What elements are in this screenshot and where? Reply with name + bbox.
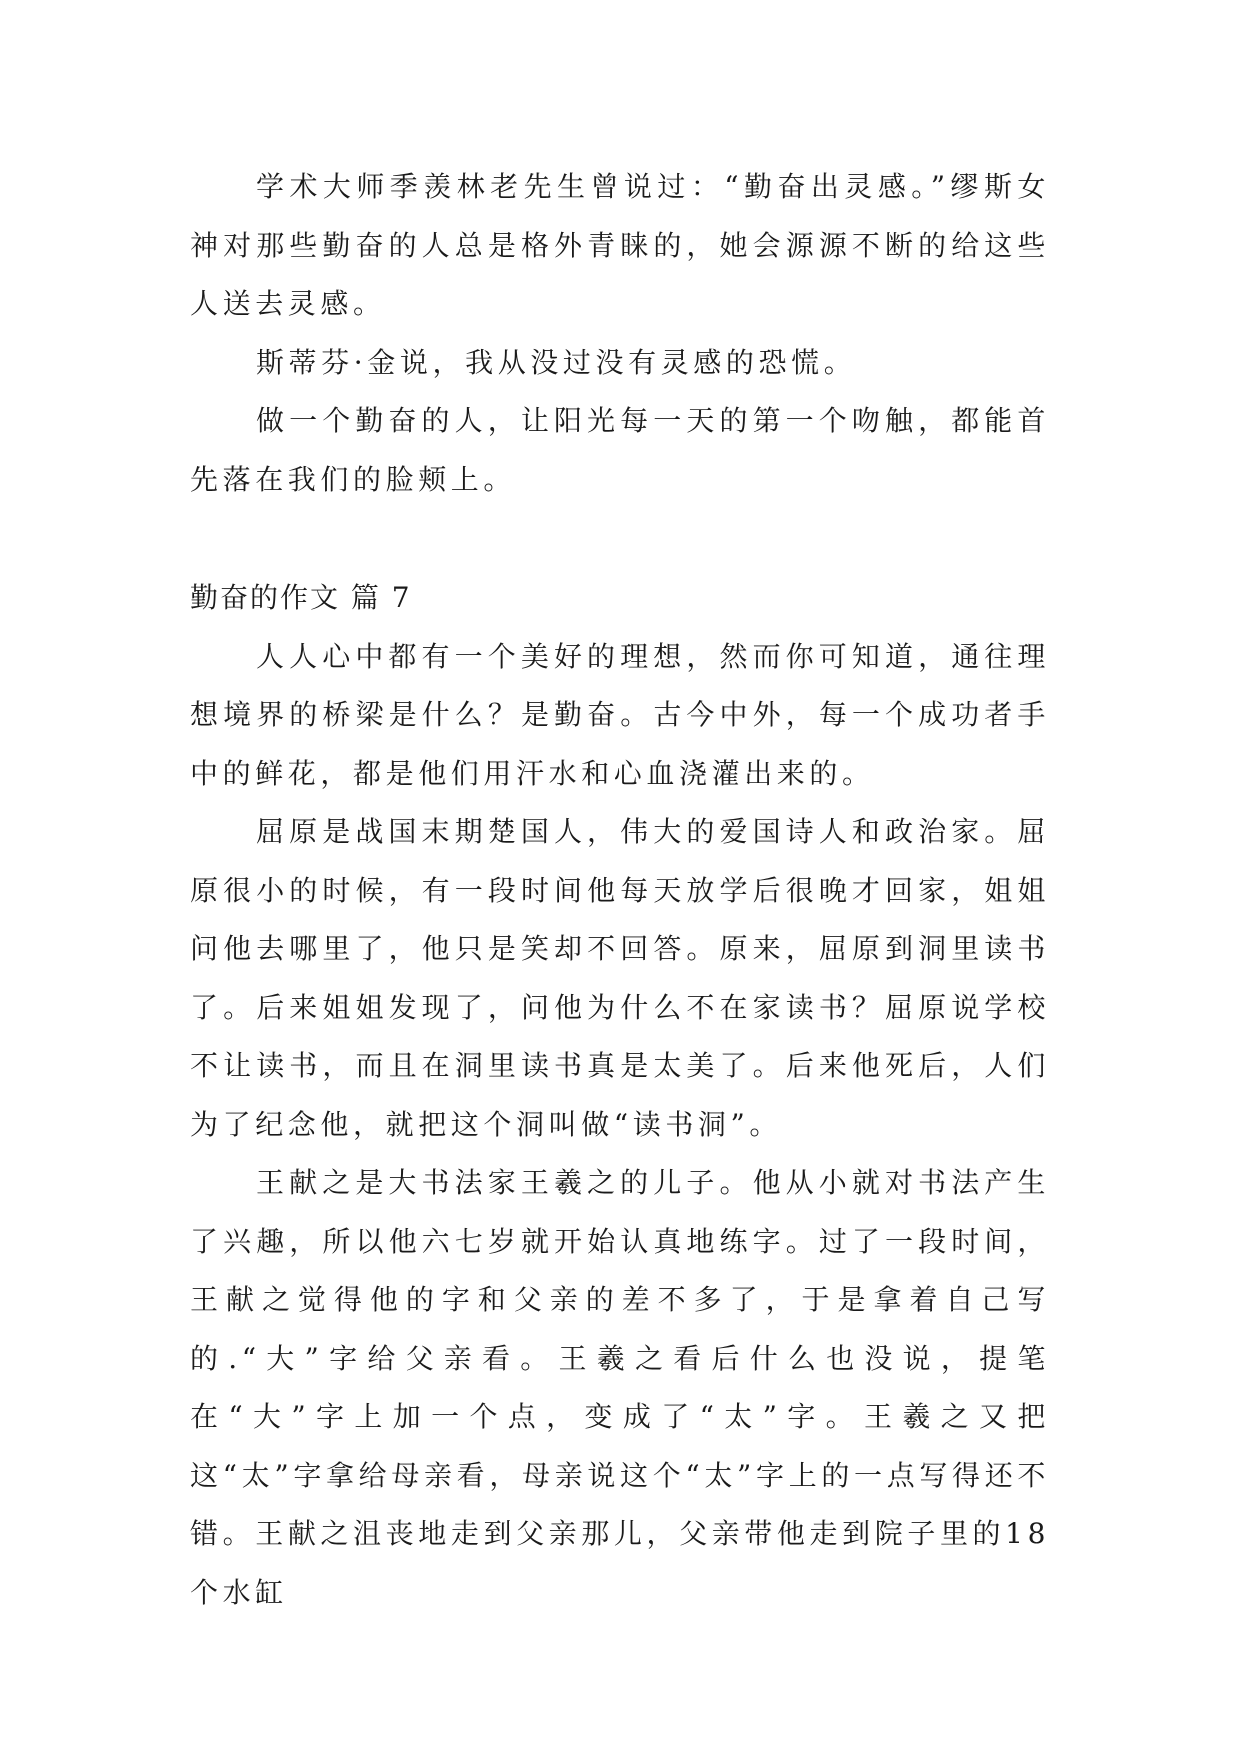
paragraph-ideal-bridge: 人人心中都有一个美好的理想，然而你可知道，通往理想境界的桥梁是什么？是勤奋。古今中外，每一个成功者手中的鲜花，都是他们用汗水和心血浇灌出来的。	[190, 639, 1050, 790]
paragraph-stephen-king: 斯蒂芬·金说，我从没过没有灵感的恐慌。	[256, 345, 857, 379]
section-heading: 勤奋的作文 篇 7	[190, 581, 412, 614]
paragraph-ji-xianlin-quote: 学术大师季羡林老先生曾说过：“勤奋出灵感。”缪斯女神对那些勤奋的人总是格外青睐的，她会源源不断的给这些人送去灵感。	[190, 170, 1050, 320]
paragraph-qu-yuan: 屈原是战国末期楚国人，伟大的爱国诗人和政治家。屈原很小的时候，有一段时间他每天放学后很晚才回家，姐姐问他去哪里了，他只是笑却不回答。原来，屈原到洞里读书了。后来姐姐发现了，问他为什么不在家读书？屈原说学校不让读书，而且在洞里读书真是太美了。后来他死后，人们为了纪念他，就把这个洞叫做“读书洞”。	[190, 815, 1050, 1141]
paragraph-be-diligent: 做一个勤奋的人，让阳光每一天的第一个吻触，都能首先落在我们的脸颊上。	[190, 404, 1050, 496]
document-body	[190, 158, 1050, 1622]
paragraph-wang-xianzhi: 王献之是大书法家王羲之的儿子。他从小就对书法产生了兴趣，所以他六七岁就开始认真地练字。过了一段时间，王献之觉得他的字和父亲的差不多了，于是拿着自己写的.“大”字给父亲看。王羲之看后什么也没说，提笔在“大”字上加一个点，变成了“太”字。王羲之又把这“太”字拿给母亲看，母亲说这个“太”字上的一点写得还不错。王献之沮丧地走到父亲那儿，父亲带他走到院子里的18个水缸	[190, 1166, 1050, 1609]
